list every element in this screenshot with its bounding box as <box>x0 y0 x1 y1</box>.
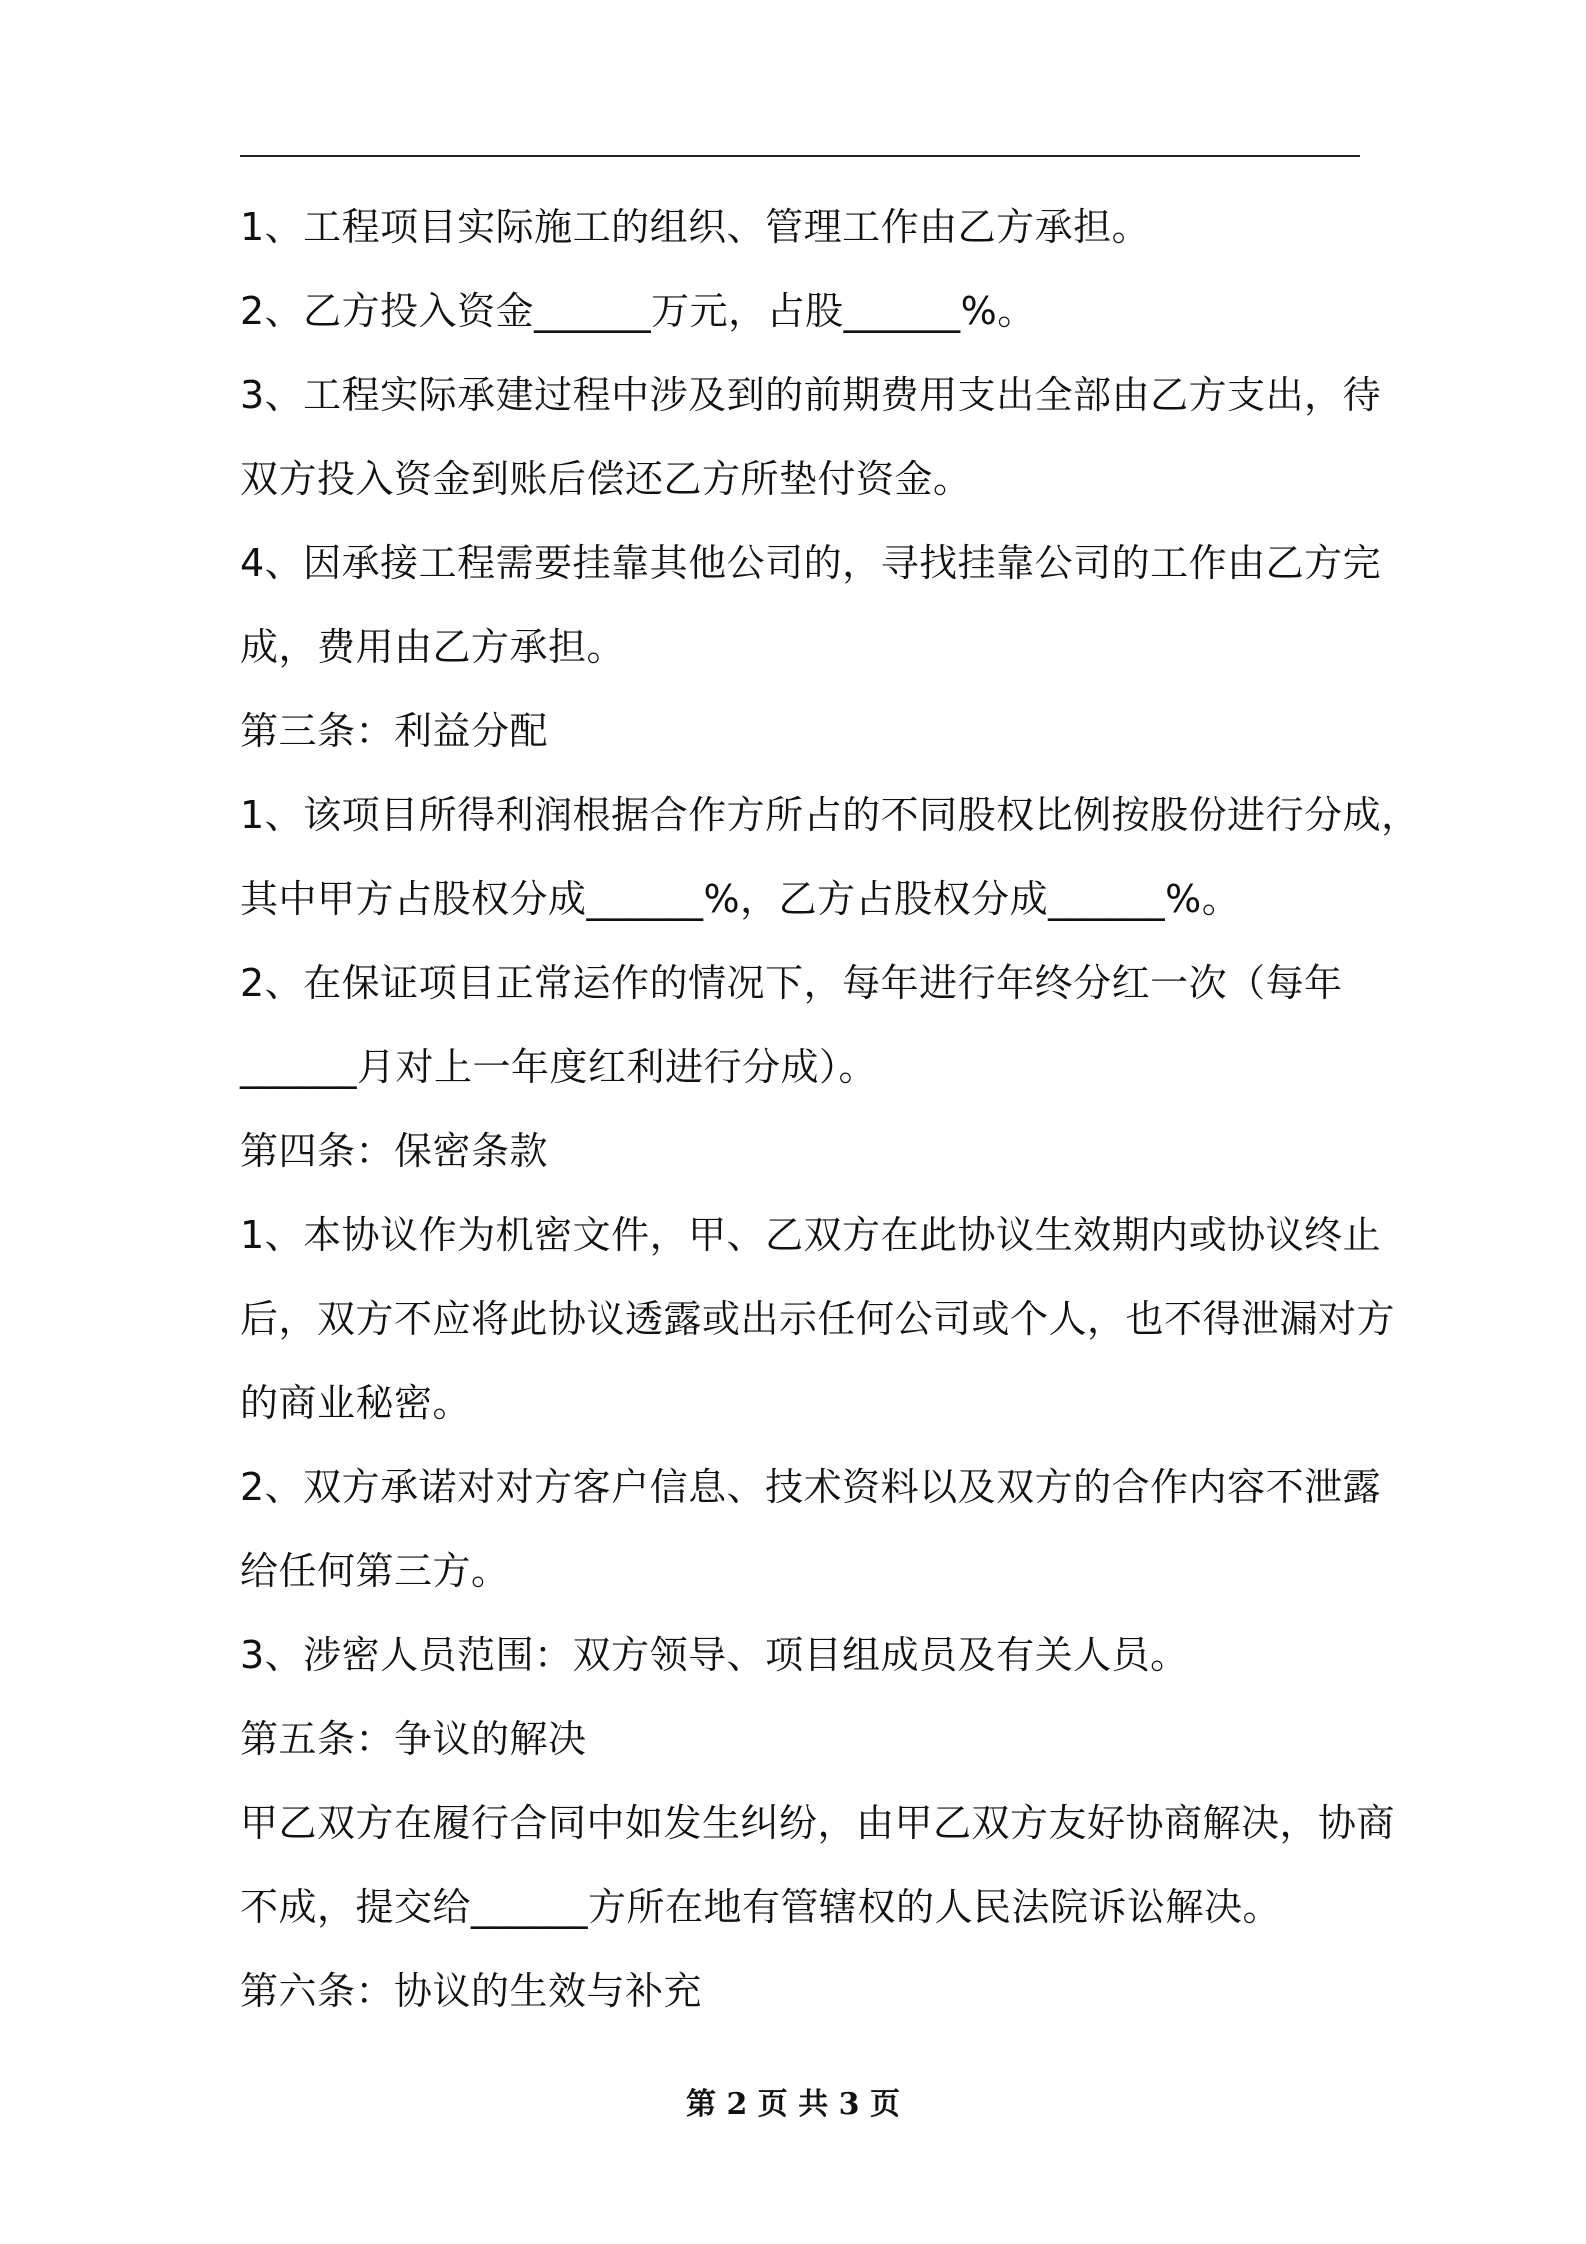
clause-text-line: 2、乙方投入资金______万元，占股______%。 <box>240 289 1036 333</box>
clause-text-line: 的商业秘密。 <box>240 1381 472 1425</box>
clause-text-line: 3、涉密人员范围：双方领导、项目组成员及有关人员。 <box>240 1633 1189 1677</box>
document-body <box>240 185 1420 2033</box>
section-heading-effect-and-supplement: 第六条：协议的生效与补充 <box>240 1969 703 2013</box>
clause-text-line: 不成，提交给______方所在地有管辖权的人民法院诉讼解决。 <box>240 1885 1282 1929</box>
section-heading-confidentiality: 第四条：保密条款 <box>240 1129 549 1173</box>
clause-text-line: 4、因承接工程需要挂靠其他公司的，寻找挂靠公司的工作由乙方完 <box>240 541 1382 585</box>
header-divider <box>240 155 1360 157</box>
clause-text-line: ______月对上一年度红利进行分成）。 <box>240 1045 878 1089</box>
clause-text-line: 其中甲方占股权分成______%，乙方占股权分成______%。 <box>240 877 1241 921</box>
section-heading-profit-distribution: 第三条：利益分配 <box>240 709 549 753</box>
clause-text-line: 1、本协议作为机密文件，甲、乙双方在此协议生效期内或协议终止 <box>240 1213 1382 1257</box>
clause-text-line: 后，双方不应将此协议透露或出示任何公司或个人，也不得泄漏对方 <box>240 1297 1396 1341</box>
clause-text-line: 2、在保证项目正常运作的情况下，每年进行年终分红一次（每年 <box>240 961 1343 1005</box>
clause-text-line: 2、双方承诺对对方客户信息、技术资料以及双方的合作内容不泄露 <box>240 1465 1382 1509</box>
clause-text-line: 甲乙双方在履行合同中如发生纠纷，由甲乙双方友好协商解决，协商 <box>240 1801 1396 1845</box>
clause-text-line: 3、工程实际承建过程中涉及到的前期费用支出全部由乙方支出，待 <box>240 373 1382 417</box>
page-number: 第 2 页 共 3 页 <box>686 2087 900 2122</box>
clause-text-line: 1、该项目所得利润根据合作方所占的不同股权比例按股份进行分成， <box>240 793 1420 837</box>
section-heading-dispute-resolution: 第五条：争议的解决 <box>240 1717 587 1761</box>
clause-text-line: 成，费用由乙方承担。 <box>240 625 626 669</box>
clause-text-line: 1、工程项目实际施工的组织、管理工作由乙方承担。 <box>240 205 1151 249</box>
clause-text-line: 给任何第三方。 <box>240 1549 510 1593</box>
clause-text-line: 双方投入资金到账后偿还乙方所垫付资金。 <box>240 457 972 501</box>
